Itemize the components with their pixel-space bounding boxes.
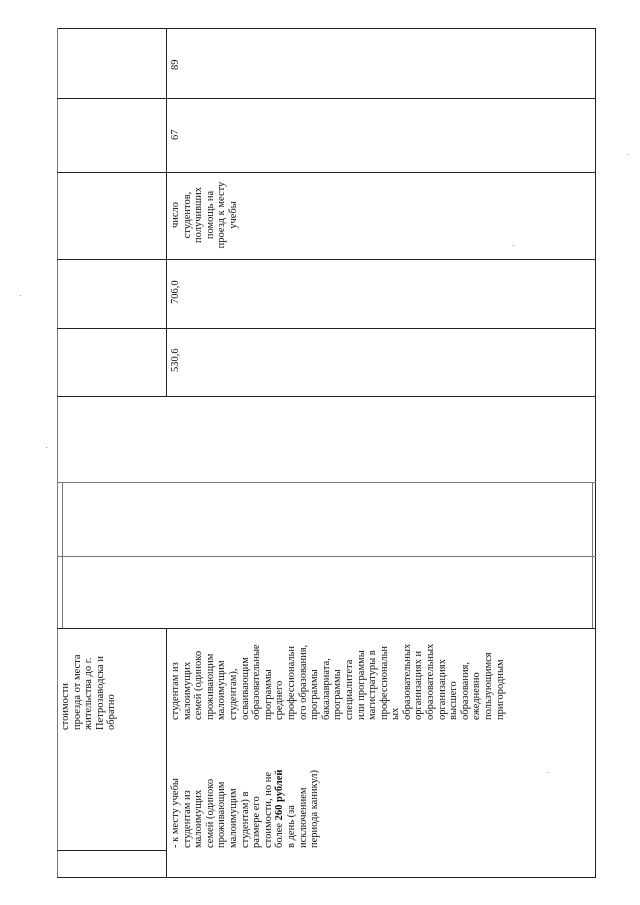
value-530: 530,6: [170, 348, 181, 372]
table-border-left: [57, 28, 58, 877]
column-divider-2: [166, 628, 167, 877]
scan-speck: [548, 772, 549, 773]
table-border-bottom: [57, 877, 596, 878]
column-divider-1: [166, 28, 167, 396]
row-divider-3: [57, 259, 596, 260]
row-divider-1: [57, 98, 596, 99]
row-divider-6: [57, 482, 596, 483]
scan-speck: [20, 295, 21, 296]
value-67: 67: [170, 129, 181, 140]
measure-text-post: в день (за исключением периода каникул): [285, 769, 321, 848]
scan-speck: [46, 447, 47, 448]
row-divider-5: [57, 396, 596, 397]
table-border-right: [595, 28, 596, 877]
inner-box-right: [592, 482, 593, 628]
scan-speck: [628, 154, 629, 155]
row-divider-2: [57, 172, 596, 173]
inner-box-divider: [62, 556, 63, 557]
scan-speck: [513, 245, 514, 246]
indicator-text: число студентов, получивших помощь на проезд к месту учебы: [170, 181, 239, 249]
cost-travel-text: стоимости проезда от места жительства до г. Петрозаводска и обратно: [60, 654, 118, 730]
inner-box-left: [62, 482, 63, 628]
measure-amount: 260 рублей: [274, 769, 286, 821]
value-706: 706,0: [170, 280, 181, 304]
measure-text: [170, 728, 321, 848]
value-89: 89: [170, 59, 181, 70]
measure-text-pre: - к месту учебы студентам из малоимущих семей (одиноко проживающим малоимущим студентам) в размере его стоимости, но не более: [170, 771, 286, 848]
table-border-top: [57, 28, 596, 29]
students-description-text: студентам из малоимущих семей (одиноко проживающим малоимущим студентам), осваивающим образовательные программы среднего профессиональн ого образования, программы бакалавриата, программы специалитета или программы магистратуры в профессиональн ых образовательных организациях и образовательных организациях высшего образования, ежедневно пользующимся пригородным: [170, 643, 506, 720]
row-divider-7: [57, 556, 596, 557]
lower-cell-line: [57, 850, 166, 851]
row-divider-4: [57, 328, 596, 329]
